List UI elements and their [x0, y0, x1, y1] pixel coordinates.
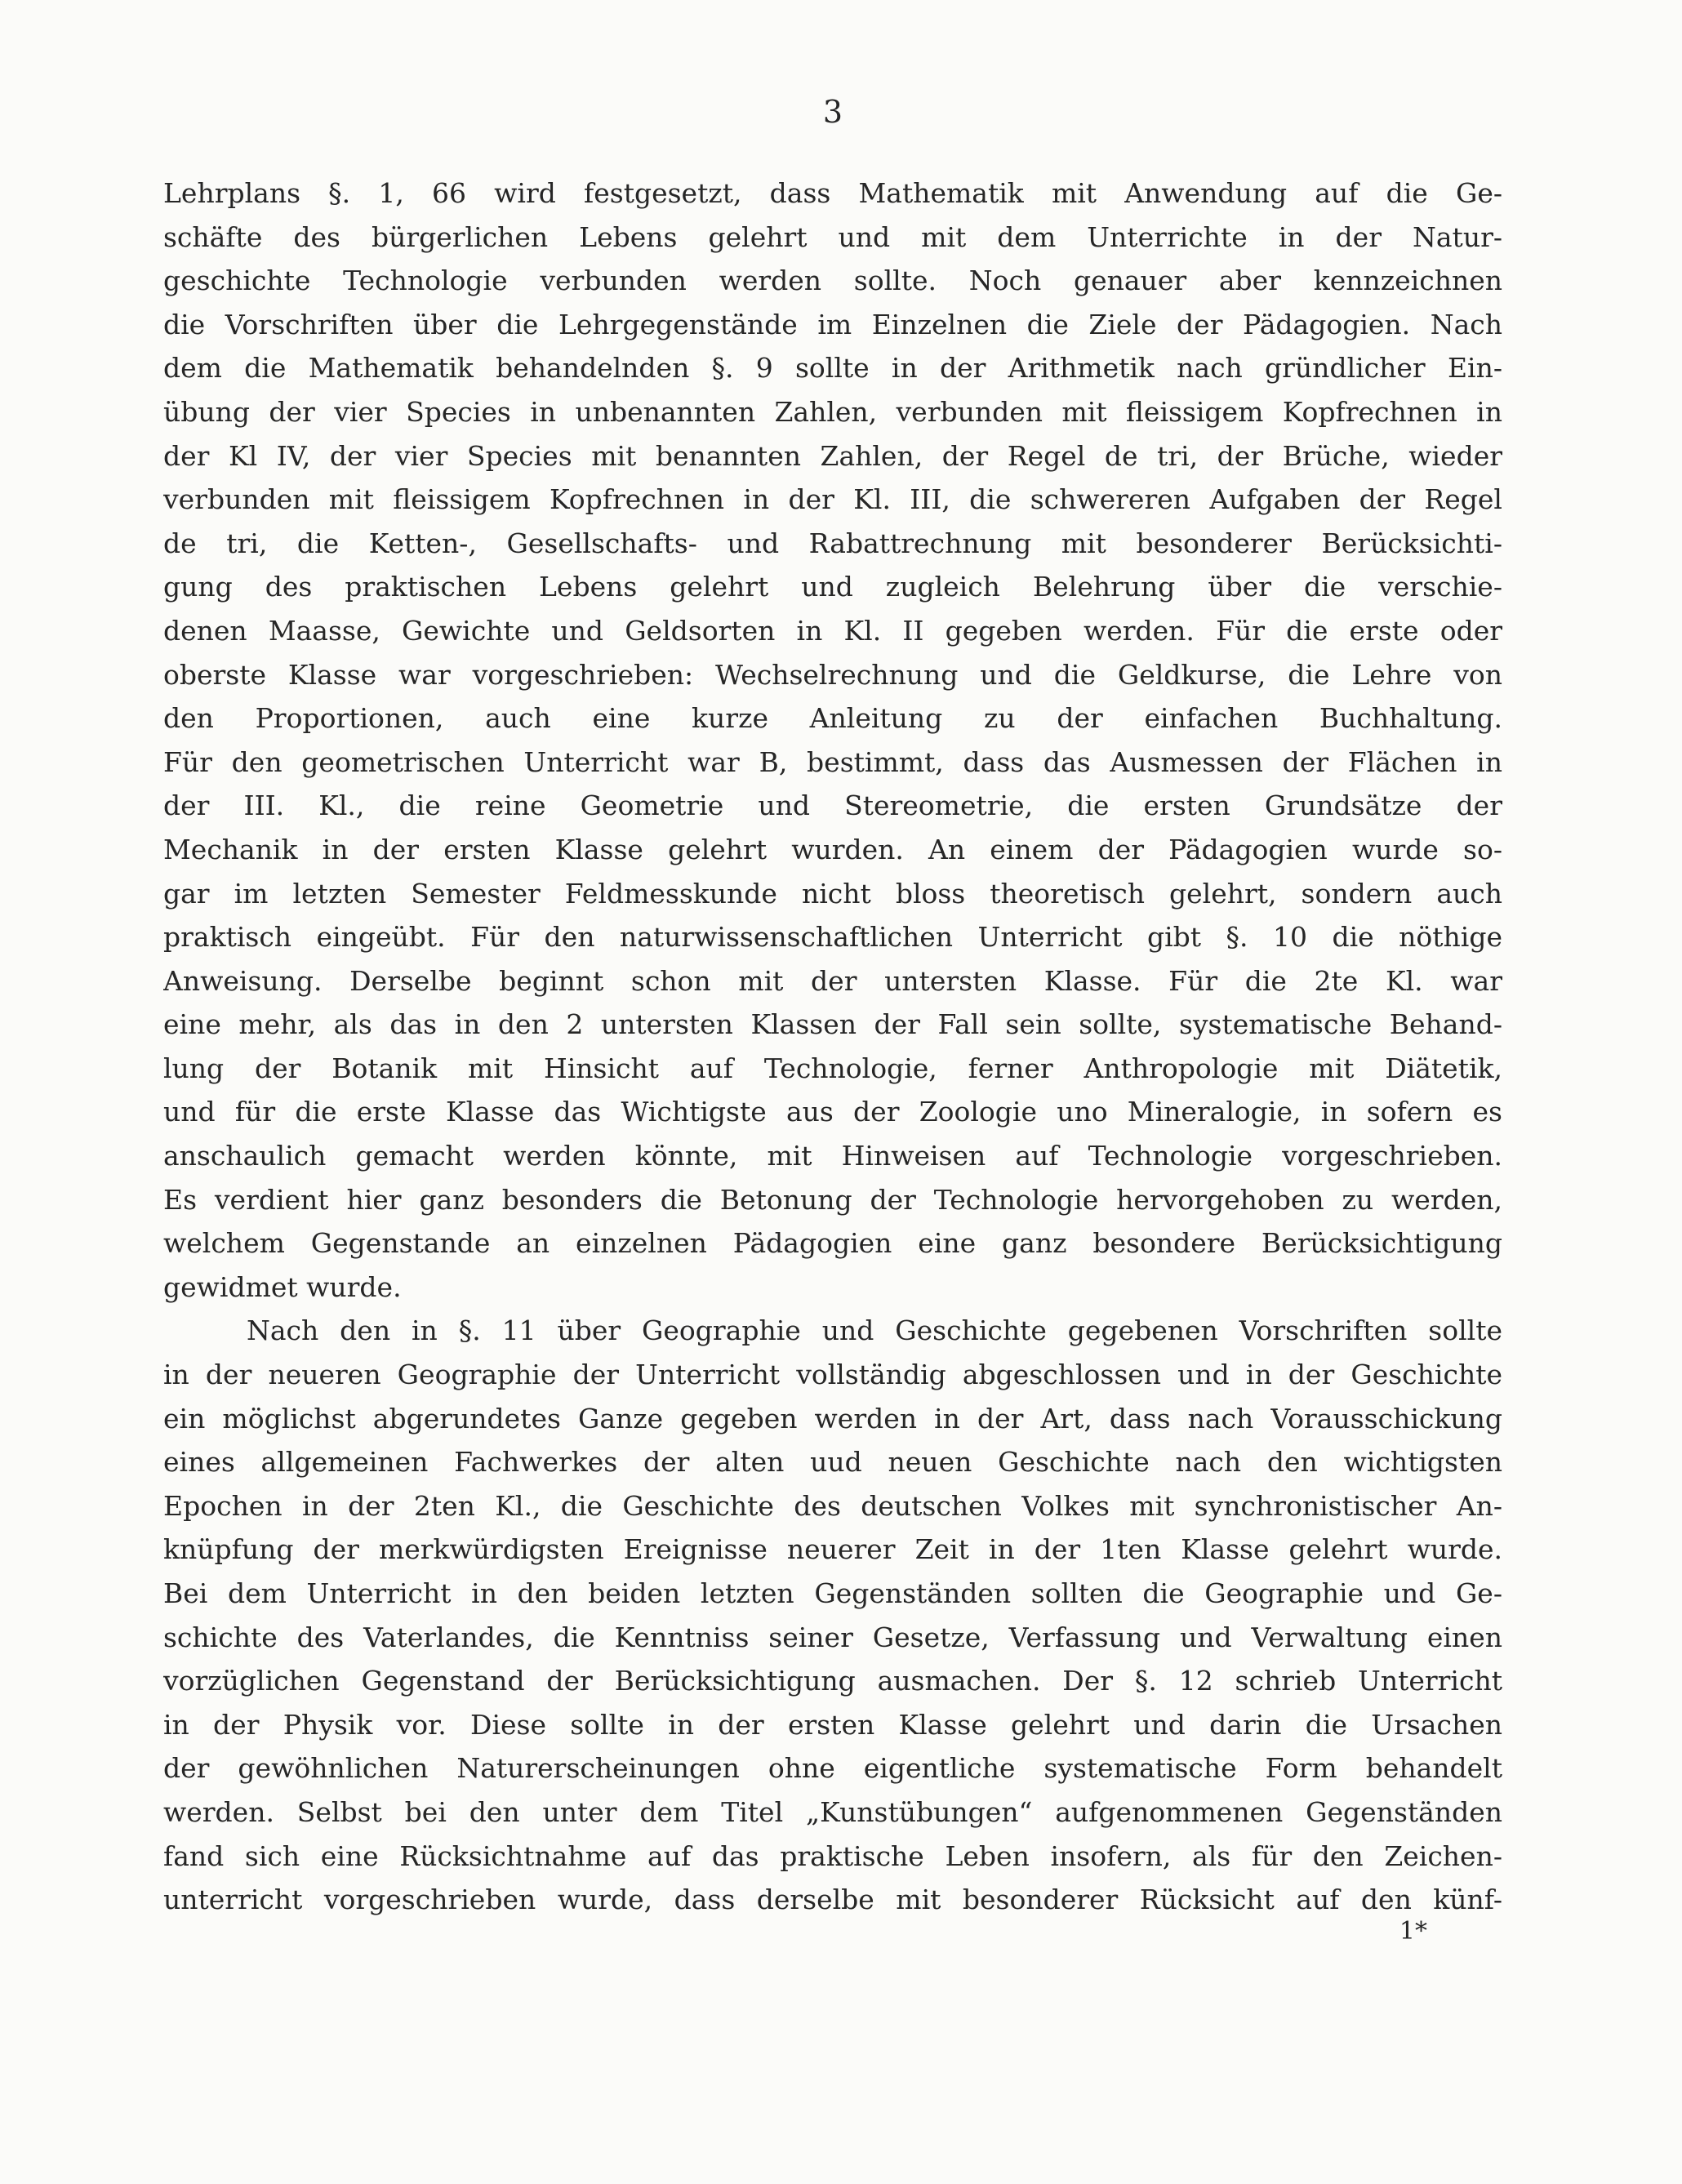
text-line: gewidmet wurde.: [163, 1270, 402, 1303]
text-line: Es verdient hier ganz besonders die Betonung der Technologie hervorgehoben zu werden,: [163, 1183, 1502, 1216]
text-line: knüpfung der merkwürdigsten Ereignisse neuerer Zeit in der 1ten Klasse gelehrt wurde.: [163, 1533, 1502, 1566]
text-line: Mechanik in der ersten Klasse gelehrt wurden. An einem der Pädagogien wurde so-: [163, 833, 1502, 865]
text-line: schäfte des bürgerlichen Lebens gelehrt und mit dem Unterrichte in der Natur-: [163, 220, 1502, 253]
text-line: eines allgemeinen Fachwerkes der alten uud neuen Geschichte nach den wichtigsten: [163, 1446, 1502, 1479]
text-line: der Kl IV, der vier Species mit benannten Zahlen, der Regel de tri, der Brüche, wieder: [163, 439, 1502, 472]
text-line: denen Maasse, Gewichte und Geldsorten in Kl. II gegeben werden. Für die erste oder: [163, 614, 1502, 647]
text-line: fand sich eine Rücksichtnahme auf das praktische Leben insofern, als für den Zeichen-: [163, 1839, 1502, 1872]
text-line: praktisch eingeübt. Für den naturwissenschaftlichen Unterricht gibt §. 10 die nöthige: [163, 921, 1502, 954]
text-line: der gewöhnlichen Naturerscheinungen ohne eigentliche systematische Form behandelt: [163, 1752, 1502, 1785]
text-line: Nach den in §. 11 über Geographie und Geschichte gegebenen Vorschriften sollte: [247, 1314, 1502, 1347]
paragraph-1: [163, 171, 1502, 1309]
text-line: Für den geometrischen Unterricht war B, bestimmt, dass das Ausmessen der Flächen in: [163, 745, 1502, 778]
text-line: der III. Kl., die reine Geometrie und Stereometrie, die ersten Grundsätze der: [163, 790, 1502, 822]
text-line: verbunden mit fleissigem Kopfrechnen in der Kl. III, die schwereren Aufgaben der Regel: [163, 483, 1502, 516]
text-line: welchem Gegenstande an einzelnen Pädagogien eine ganz besondere Berücksichtigung: [163, 1227, 1502, 1260]
text-line: die Vorschriften über die Lehrgegenstände im Einzelnen die Ziele der Pädagogien. Nach: [163, 308, 1502, 340]
text-line: lung der Botanik mit Hinsicht auf Technologie, ferner Anthropologie mit Diätetik,: [163, 1052, 1502, 1084]
paragraph-2: [163, 1309, 1502, 1921]
text-line: den Proportionen, auch eine kurze Anleitung zu der einfachen Buchhaltung.: [163, 702, 1502, 735]
text-line: Lehrplans §. 1, 66 wird festgesetzt, dass Mathematik mit Anwendung auf die Ge-: [163, 177, 1502, 209]
text-line: anschaulich gemacht werden könnte, mit Hinweisen auf Technologie vorgeschrieben.: [163, 1140, 1502, 1172]
text-line: eine mehr, als das in den 2 untersten Klassen der Fall sein sollte, systematische Behand-: [163, 1008, 1502, 1041]
text-line: Anweisung. Derselbe beginnt schon mit der untersten Klasse. Für die 2te Kl. war: [163, 964, 1502, 997]
text-line: de tri, die Ketten-, Gesellschafts- und Rabattrechnung mit besonderer Berücksichti-: [163, 527, 1502, 559]
text-line: vorzüglichen Gegenstand der Berücksichtigung ausmachen. Der §. 12 schrieb Unterricht: [163, 1665, 1502, 1697]
text-line: oberste Klasse war vorgeschrieben: Wechselrechnung und die Geldkurse, die Lehre von: [163, 658, 1502, 691]
signature-mark: 1*: [1399, 1917, 1427, 1946]
text-line: in der neueren Geographie der Unterricht vollständig abgeschlossen und in der Geschichte: [163, 1359, 1502, 1391]
page-number: 3: [822, 94, 843, 130]
text-line: und für die erste Klasse das Wichtigste aus der Zoologie uno Mineralogie, in sofern es: [163, 1096, 1502, 1128]
text-line: gar im letzten Semester Feldmesskunde nicht bloss theoretisch gelehrt, sondern auch: [163, 877, 1502, 910]
text-line: Epochen in der 2ten Kl., die Geschichte des deutschen Volkes mit synchronistischer An-: [163, 1489, 1502, 1522]
text-line: werden. Selbst bei den unter dem Titel „Kunstübungen“ aufgenommenen Gegenständen: [163, 1795, 1502, 1828]
text-line: geschichte Technologie verbunden werden sollte. Noch genauer aber kennzeichnen: [163, 265, 1502, 297]
text-line: in der Physik vor. Diese sollte in der ersten Klasse gelehrt und darin die Ursachen: [163, 1708, 1502, 1741]
text-line: übung der vier Species in unbenannten Zahlen, verbunden mit fleissigem Kopfrechnen in: [163, 395, 1502, 428]
text-line: schichte des Vaterlandes, die Kenntniss seiner Gesetze, Verfassung und Verwaltung einen: [163, 1621, 1502, 1653]
body-text: [163, 171, 1502, 1922]
text-line: ein möglichst abgerundetes Ganze gegeben werden in der Art, dass nach Vorausschickung: [163, 1402, 1502, 1435]
text-line: Bei dem Unterricht in den beiden letzten Gegenständen sollten die Geographie und Ge-: [163, 1577, 1502, 1609]
text-line: gung des praktischen Lebens gelehrt und zugleich Belehrung über die verschie-: [163, 571, 1502, 603]
text-line: dem die Mathematik behandelnden §. 9 sollte in der Arithmetik nach gründlicher Ein-: [163, 352, 1502, 385]
text-line: unterricht vorgeschrieben wurde, dass derselbe mit besonderer Rücksicht auf den künf-: [163, 1884, 1502, 1916]
